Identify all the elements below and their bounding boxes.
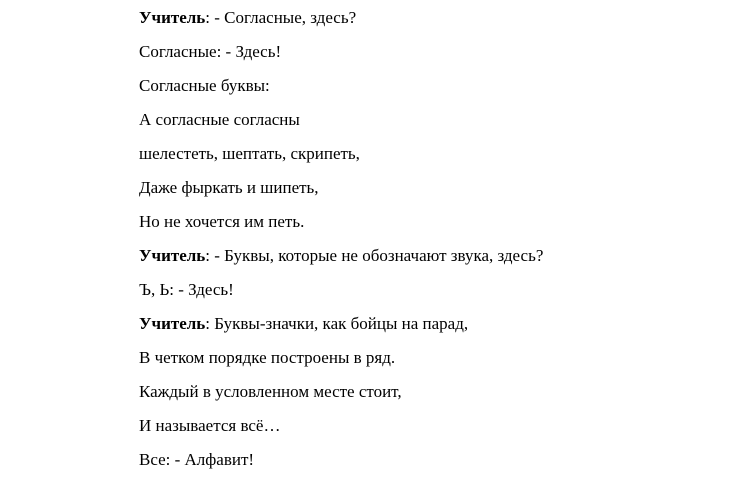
poem-line bbox=[139, 175, 729, 209]
poem-line bbox=[139, 379, 729, 413]
dialogue-line bbox=[139, 243, 729, 277]
line-text: Но не хочется им петь. bbox=[139, 212, 305, 231]
speaker-name: Учитель bbox=[139, 314, 206, 333]
line-text: : Буквы-значки, как бойцы на парад, bbox=[205, 314, 469, 333]
line-text: И называется всё… bbox=[139, 416, 281, 435]
dialogue-line bbox=[139, 447, 729, 481]
dialogue-line bbox=[139, 39, 729, 73]
dialogue-line bbox=[139, 311, 729, 345]
line-text: : - Буквы, которые не обозначают звука, здесь? bbox=[205, 246, 544, 265]
poem-line bbox=[139, 209, 729, 243]
dialogue-line bbox=[139, 277, 729, 311]
line-text: Согласные буквы: bbox=[139, 76, 270, 95]
poem-line bbox=[139, 141, 729, 175]
line-text: Ъ, Ь: - Здесь! bbox=[139, 280, 234, 299]
line-text: Все: - Алфавит! bbox=[139, 450, 255, 469]
line-text: Даже фыркать и шипеть, bbox=[139, 178, 319, 197]
poem-line bbox=[139, 107, 729, 141]
line-text: В четком порядке построены в ряд. bbox=[139, 348, 396, 367]
document-body bbox=[139, 5, 729, 481]
line-text: А согласные согласны bbox=[139, 110, 300, 129]
speaker-name: Учитель bbox=[139, 246, 206, 265]
line-text: шелестеть, шептать, скрипеть, bbox=[139, 144, 360, 163]
dialogue-line bbox=[139, 5, 729, 39]
poem-line bbox=[139, 413, 729, 447]
line-text: Каждый в условленном месте стоит, bbox=[139, 382, 402, 401]
line-text: : - Согласные, здесь? bbox=[205, 8, 357, 27]
speaker-name: Учитель bbox=[139, 8, 206, 27]
line-text: Согласные: - Здесь! bbox=[139, 42, 282, 61]
poem-line bbox=[139, 345, 729, 379]
dialogue-line bbox=[139, 73, 729, 107]
